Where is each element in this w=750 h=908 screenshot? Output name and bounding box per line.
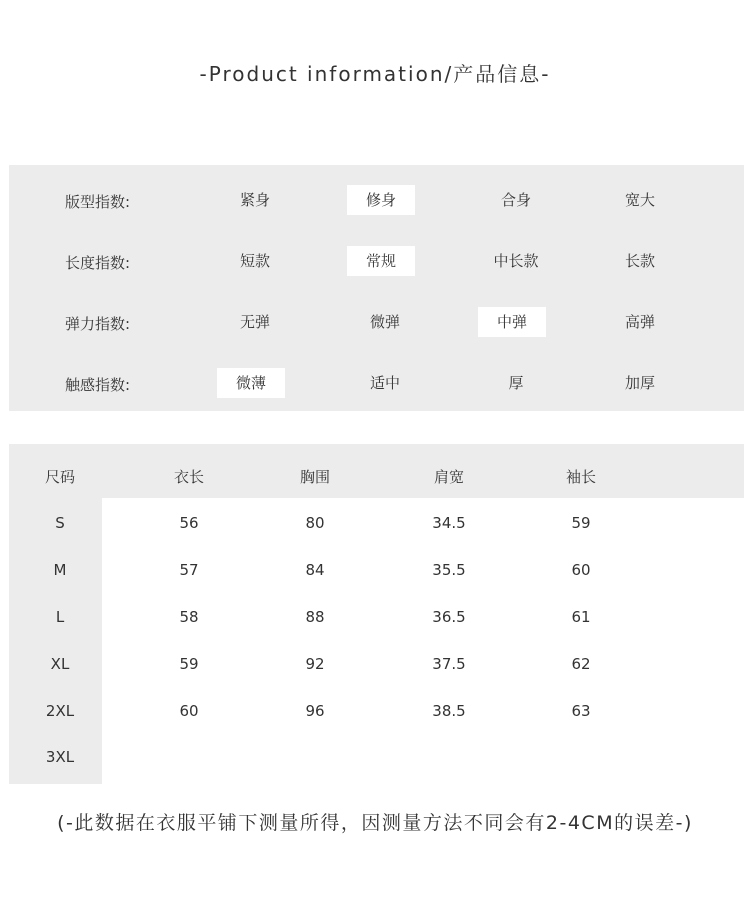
table-cell: 92 bbox=[305, 655, 325, 673]
table-cell: 80 bbox=[305, 514, 325, 532]
table-cell: 84 bbox=[305, 561, 325, 579]
attribute-option: 短款 bbox=[239, 252, 270, 270]
attribute-option: 加厚 bbox=[624, 374, 655, 392]
attribute-row-thickness bbox=[9, 368, 744, 400]
attribute-option: 中长款 bbox=[493, 252, 539, 270]
attribute-row-fit bbox=[9, 185, 744, 217]
size-cell: XL bbox=[50, 655, 70, 673]
table-cell: 57 bbox=[179, 561, 199, 579]
table-cell: 62 bbox=[571, 655, 591, 673]
size-table-header bbox=[9, 444, 744, 498]
column-header-length: 衣长 bbox=[173, 468, 204, 486]
size-table bbox=[9, 444, 744, 784]
table-cell: 58 bbox=[179, 608, 199, 626]
size-column-background bbox=[9, 498, 102, 784]
table-cell: 36.5 bbox=[432, 608, 466, 626]
attribute-label: 版型指数: bbox=[65, 193, 131, 211]
table-cell: 61 bbox=[571, 608, 591, 626]
table-cell: 88 bbox=[305, 608, 325, 626]
attribute-label: 触感指数: bbox=[65, 376, 131, 394]
table-cell: 34.5 bbox=[432, 514, 466, 532]
size-cell: S bbox=[55, 514, 65, 532]
size-cell: 2XL bbox=[45, 702, 75, 720]
attribute-option: 适中 bbox=[369, 374, 400, 392]
attribute-label: 长度指数: bbox=[65, 254, 131, 272]
column-header-chest: 胸围 bbox=[299, 468, 330, 486]
measurement-note: (-此数据在衣服平铺下测量所得，因测量方法不同会有2-4CM的误差-) bbox=[57, 812, 693, 834]
column-header-size: 尺码 bbox=[44, 468, 75, 486]
table-cell: 60 bbox=[571, 561, 591, 579]
product-attributes-panel bbox=[9, 165, 744, 411]
attribute-option-selected: 修身 bbox=[347, 185, 415, 215]
table-cell: 56 bbox=[179, 514, 199, 532]
size-cell: L bbox=[55, 608, 65, 626]
attribute-option: 紧身 bbox=[239, 191, 270, 209]
attribute-option-selected: 中弹 bbox=[478, 307, 546, 337]
size-cell: 3XL bbox=[45, 748, 75, 766]
attribute-row-length bbox=[9, 246, 744, 278]
table-cell: 60 bbox=[179, 702, 199, 720]
attribute-option: 合身 bbox=[500, 191, 531, 209]
attribute-label: 弹力指数: bbox=[65, 315, 131, 333]
table-cell: 96 bbox=[305, 702, 325, 720]
attribute-row-elasticity bbox=[9, 307, 744, 339]
attribute-option-selected: 常规 bbox=[347, 246, 415, 276]
table-cell: 59 bbox=[179, 655, 199, 673]
attribute-option: 长款 bbox=[624, 252, 655, 270]
attribute-option-selected: 微薄 bbox=[217, 368, 285, 398]
attribute-option: 高弹 bbox=[624, 313, 655, 331]
attribute-option: 宽大 bbox=[624, 191, 655, 209]
table-cell: 37.5 bbox=[432, 655, 466, 673]
attribute-option: 微弹 bbox=[369, 313, 400, 331]
table-cell: 38.5 bbox=[432, 702, 466, 720]
attribute-option: 厚 bbox=[508, 374, 524, 392]
table-cell: 59 bbox=[571, 514, 591, 532]
table-cell: 35.5 bbox=[432, 561, 466, 579]
column-header-shoulder: 肩宽 bbox=[433, 468, 464, 486]
page-title: -Product information/产品信息- bbox=[199, 62, 551, 86]
column-header-sleeve: 袖长 bbox=[565, 468, 596, 486]
attribute-option: 无弹 bbox=[239, 313, 270, 331]
size-cell: M bbox=[53, 561, 67, 579]
table-cell: 63 bbox=[571, 702, 591, 720]
